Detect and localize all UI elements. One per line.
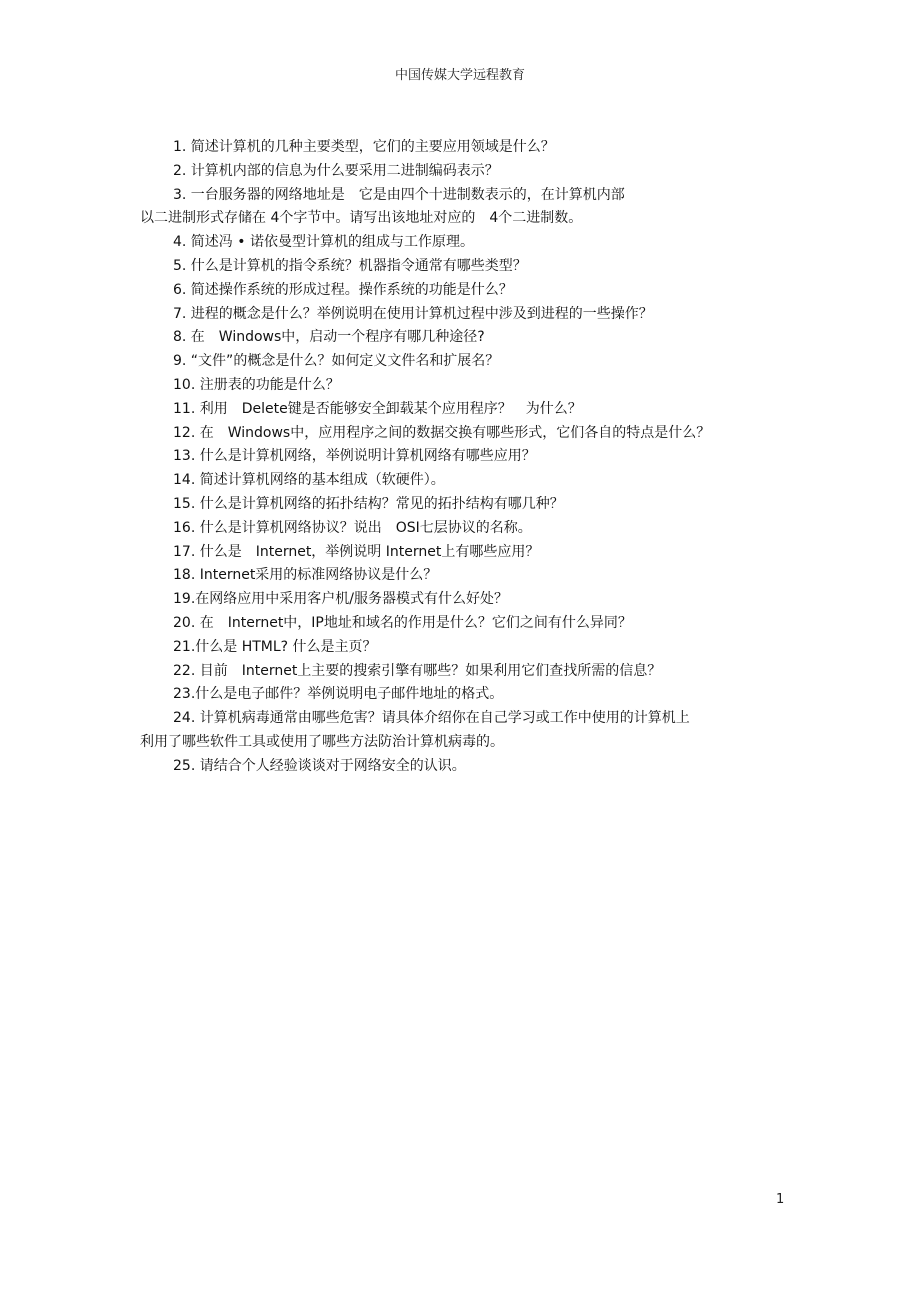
question-text: 2. 计算机内部的信息为什么要采用二进制编码表示？: [173, 162, 499, 179]
question-item: [140, 398, 790, 422]
question-text: 14. 简述计算机网络的基本组成（软硬件）。: [173, 472, 445, 489]
question-item: [140, 445, 790, 469]
question-item: [140, 588, 790, 612]
question-item: [140, 660, 790, 684]
question-item: [140, 350, 790, 374]
question-item: [140, 636, 790, 660]
question-text: 7. 进程的概念是什么？举例说明在使用计算机过程中涉及到进程的一些操作？: [173, 305, 653, 322]
question-text: 6. 简述操作系统的形成过程。操作系统的功能是什么？: [173, 281, 513, 298]
question-text: 8. 在 Windows中，启动一个程序有哪几种途径?: [173, 329, 485, 346]
question-item: [140, 374, 790, 398]
question-text: 9. “文件”的概念是什么？如何定义文件名和扩展名？: [173, 353, 500, 370]
question-text: 12. 在 Windows中，应用程序之间的数据交换有哪些形式，它们各自的特点是什么？: [173, 424, 711, 441]
question-item: [140, 422, 790, 446]
question-text: 3. 一台服务器的网络地址是 它是由四个十进制数表示的，在计算机内部: [173, 186, 625, 203]
question-text: 17. 什么是 Internet，举例说明 Internet上有哪些应用？: [173, 543, 540, 560]
question-text: 5. 什么是计算机的指令系统？机器指令通常有哪些类型？: [173, 257, 527, 274]
question-item: [140, 255, 790, 279]
question-text: 11. 利用 Delete键是否能够安全卸载某个应用程序？ 为什么？: [173, 400, 582, 417]
question-item: [140, 755, 790, 779]
question-item: [140, 517, 790, 541]
question-item: [140, 683, 790, 707]
question-item: [140, 326, 790, 350]
question-text: 10. 注册表的功能是什么？: [173, 376, 340, 393]
question-item: [140, 541, 790, 565]
question-text: 20. 在 Internet中，IP地址和域名的作用是什么？它们之间有什么异同？: [173, 614, 632, 631]
page-header: 中国传媒大学远程教育: [394, 68, 525, 83]
question-text: 18. Internet采用的标准网络协议是什么？: [173, 567, 438, 584]
question-text: 4. 简述冯 • 诺依曼型计算机的组成与工作原理。: [173, 234, 474, 251]
question-item: [140, 279, 790, 303]
question-text: 15. 什么是计算机网络的拓扑结构？常见的拓扑结构有哪几种？: [173, 495, 564, 512]
question-text: 24. 计算机病毒通常由哪些危害？请具体介绍你在自己学习或工作中使用的计算机上: [173, 710, 690, 727]
question-item: [140, 136, 790, 160]
question-text: 23.什么是电子邮件？举例说明电子邮件地址的格式。: [173, 686, 504, 703]
question-text: 13. 什么是计算机网络，举例说明计算机网络有哪些应用？: [173, 448, 536, 465]
question-text: 21.什么是 HTML? 什么是主页？: [173, 638, 377, 655]
question-item: [140, 184, 790, 232]
question-item: [140, 469, 790, 493]
question-text-continued: 以二进制形式存储在 4个字节中。请写出该地址对应的 4个二进制数。: [140, 210, 583, 227]
question-item: [140, 231, 790, 255]
question-text: 22. 目前 Internet上主要的搜索引擎有哪些？如果利用它们查找所需的信息？: [173, 662, 662, 679]
question-item: [140, 303, 790, 327]
question-item: [140, 493, 790, 517]
question-item: [140, 707, 790, 755]
question-item: [140, 564, 790, 588]
question-list: [140, 136, 790, 779]
question-text: 1. 简述计算机的几种主要类型，它们的主要应用领域是什么？: [173, 139, 555, 155]
question-text: 25. 请结合个人经验谈谈对于网络安全的认识。: [173, 757, 466, 774]
question-text-continued: 利用了哪些软件工具或使用了哪些方法防治计算机病毒的。: [140, 733, 504, 750]
question-item: [140, 160, 790, 184]
question-text: 19.在网络应用中采用客户机/服务器模式有什么好处？: [173, 591, 508, 608]
question-item: [140, 612, 790, 636]
page-number: 1: [776, 1192, 785, 1207]
question-text: 16. 什么是计算机网络协议？说出 OSI七层协议的名称。: [173, 519, 532, 536]
